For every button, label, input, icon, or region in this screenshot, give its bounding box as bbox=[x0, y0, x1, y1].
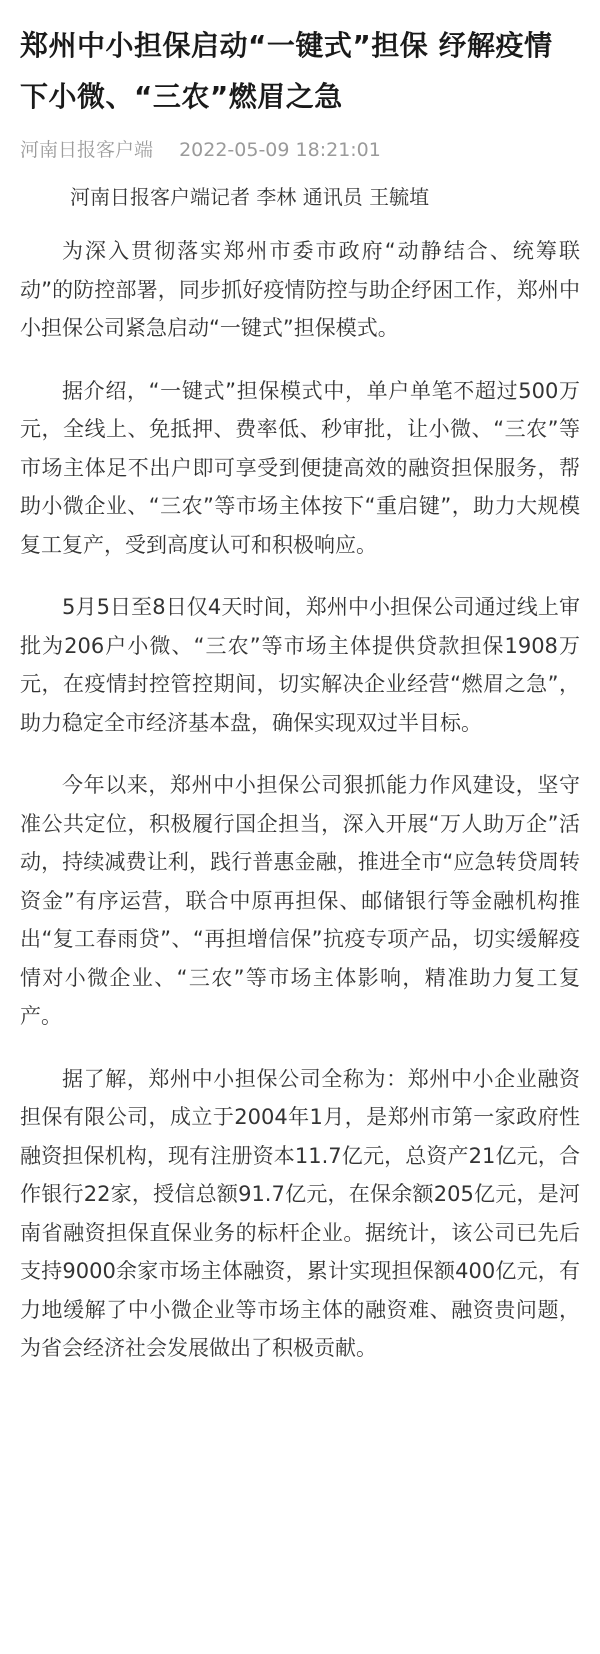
article-paragraph: 今年以来，郑州中小担保公司狠抓能力作风建设，坚守准公共定位，积极履行国企担当，深入开展“万人助万企”活动，持续减费让利，践行普惠金融，推进全市“应急转贷周转资金”有序运营，联合中原再担保、邮储银行等金融机构推出“复工春雨贷”、“再担增信保”抗疫专项产品，切实缓解疫情对小微企业、“三农”等市场主体影响，精准助力复工复产。 bbox=[20, 773, 580, 1028]
article-source[interactable]: 河南日报客户端 bbox=[20, 139, 154, 161]
article-paragraph: 5月5日至8日仅4天时间，郑州中小担保公司通过线上审批为206户小微、“三农”等市场主体提供贷款担保1908万元，在疫情封控管控期间，切实解决企业经营“燃眉之急”，助力稳定全市经济基本盘，确保实现双过半目标。 bbox=[20, 595, 580, 735]
article-meta bbox=[20, 136, 580, 164]
article-title: 郑州中小担保启动“一键式”担保 纾解疫情下小微、“三农”燃眉之急 bbox=[20, 29, 553, 113]
article-paragraph: 为深入贯彻落实郑州市委市政府“动静结合、统筹联动”的防控部署，同步抓好疫情防控与助企纾困工作，郑州中小担保公司紧急启动“一键式”担保模式。 bbox=[20, 239, 580, 340]
article-byline: 河南日报客户端记者 李林 通讯员 王毓埴 bbox=[70, 185, 430, 209]
article-paragraph: 据介绍，“一键式”担保模式中，单户单笔不超过500万元，全线上、免抵押、费率低、秒审批，让小微、“三农”等市场主体足不出户即可享受到便捷高效的融资担保服务，帮助小微企业、“三农”等市场主体按下“重启键”，助力大规模复工复产，受到高度认可和积极响应。 bbox=[20, 378, 580, 557]
article-body bbox=[20, 232, 580, 1368]
article-paragraph: 据了解，郑州中小担保公司全称为：郑州中小企业融资担保有限公司，成立于2004年1月，是郑州市第一家政府性融资担保机构，现有注册资本11.7亿元，总资产21亿元，合作银行22家，授信总额91.7亿元，在保余额205亿元，是河南省融资担保直保业务的标杆企业。据统计，该公司已先后支持9000余家市场主体融资，累计实现担保额400亿元，有力地缓解了中小微企业等市场主体的融资难、融资贵问题，为省会经济社会发展做出了积极贡献。 bbox=[20, 1066, 580, 1360]
publish-datetime: 2022-05-09 18:21:01 bbox=[179, 139, 381, 161]
